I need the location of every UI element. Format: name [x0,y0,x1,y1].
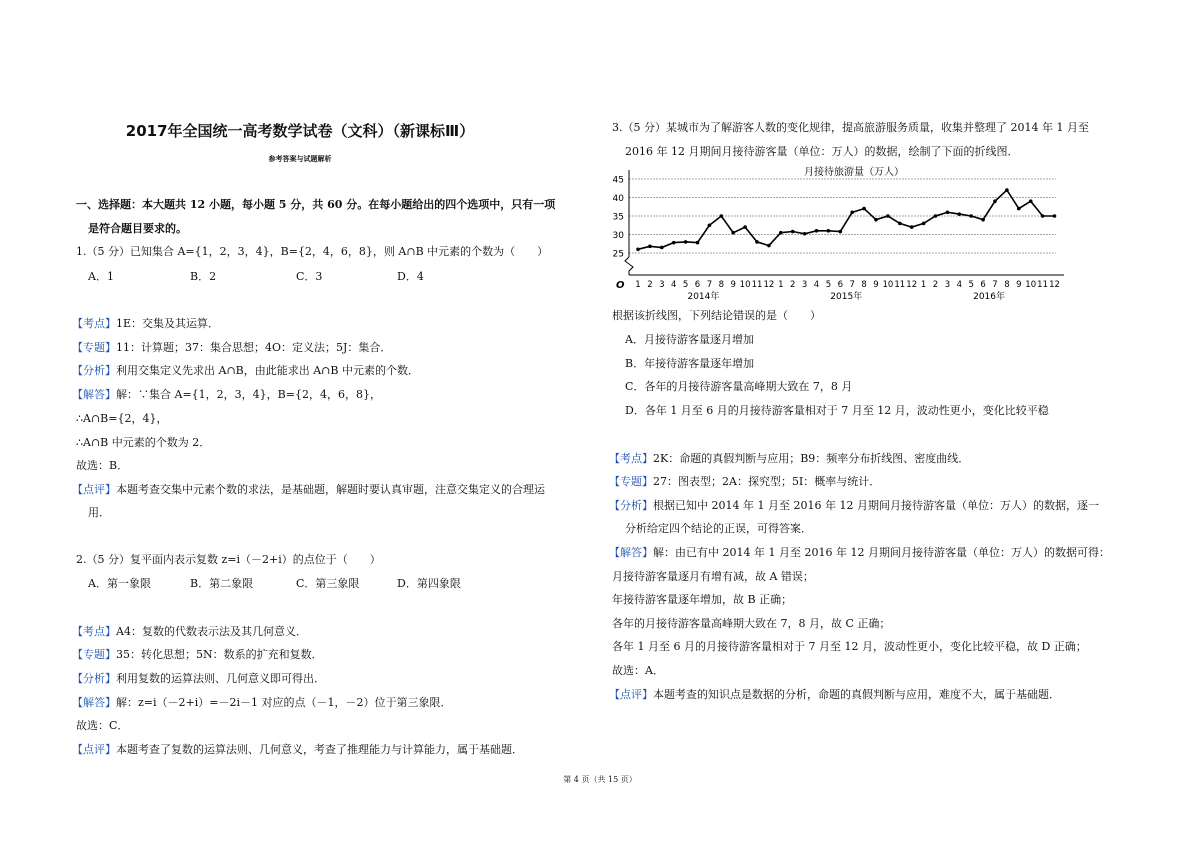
x-tick-label: 11 [1037,280,1049,290]
jieda-text: 解：由已有中 2014 年 1 月至 2016 年 12 月期间月接待游客量（单位：万人）的数据可得： [653,546,1110,559]
q1-option-a: A．1 [88,270,114,283]
q3-stem-line2: 2016 年 12 月期间月接待游客量（单位：万人）的数据，绘制了下面的折线图． [625,145,1019,158]
jieda-text: 解：∵集合 A={1，2，3，4}，B={2，4，6，8}， [116,388,381,401]
data-point [934,214,938,218]
dianping-text: 本题考查交集中元素个数的求法，是基础题，解题时要认真审题，注意交集定义的合理运 [116,483,545,496]
zhuanti-text: 11：计算题；37：集合思想；4O：定义法；5J：集合． [116,341,392,354]
kaodian-tag: 【考点】 [72,317,116,330]
data-point [862,207,866,211]
x-tick-label: 11 [751,280,763,290]
q2-option-d: D．第四象限 [397,577,461,590]
y-tick-label: 45 [612,175,624,186]
zhuanti-text: 35：转化思想；5N：数系的扩充和复数． [116,648,323,661]
data-point [839,230,843,234]
data-point [1005,188,1009,192]
q3-step-a: 月接待游客量逐月有增有减，故 A 错误； [612,570,814,583]
dianping-tag: 【点评】 [72,483,116,496]
jieda-tag: 【解答】 [72,696,116,709]
fenxi-tag: 【分析】 [609,499,653,512]
x-tick-label: 7 [849,280,855,290]
zhuanti-text: 27：图表型；2A：探究型；5I：概率与统计． [653,475,881,488]
fenxi-text: 利用交集定义先求出 A∩B，由此能求出 A∩B 中元素的个数． [116,364,419,377]
q2-option-b: B．第二象限 [190,577,254,590]
chart-y-ticks [613,176,625,260]
page-title: 2017年全国统一高考数学试卷（文科）（新课标Ⅲ） [125,122,475,140]
data-point [720,214,724,218]
jieda-tag: 【解答】 [72,388,116,401]
jieda-text: 解：z=i（－2+i）=－2i－1 对应的点（－1，－2）位于第三象限． [116,696,452,709]
x-tick-label: 8 [861,280,867,290]
chart-title: 月接待旅游量（万人） [804,167,904,178]
data-point [946,211,950,215]
data-point [993,199,997,203]
q3-dianping [609,688,1060,702]
q1-option-d: D．4 [397,270,424,283]
x-tick-label: 9 [730,280,736,290]
q3-option-c: C．各年的月接待游客量高峰期大致在 7，8 月 [625,380,853,393]
data-point [850,211,854,215]
data-point [922,222,926,226]
q2-option-a: A．第一象限 [88,577,151,590]
x-tick-label: 6 [837,280,844,290]
y-tick-label: 30 [612,231,624,241]
x-tick-label: 9 [873,280,879,290]
q1-jieda [72,388,381,402]
q3-fenxi-cont: 分析给定四个结论的正误，可得答案． [625,522,812,535]
q3-option-b: B．年接待游客量逐年增加 [625,357,755,370]
data-point [803,232,807,236]
q2-kaodian [72,625,307,639]
x-tick-label: 2 [789,280,796,290]
data-point [1017,207,1021,211]
y-tick-label: 35 [612,212,624,223]
q2-jieda [72,696,452,710]
data-point [874,218,878,222]
q1-choose: 故选：B． [76,459,129,472]
q3-step-b: 年接待游客量逐年增加，故 B 正确； [612,593,793,606]
q2-choose: 故选：C． [76,719,129,732]
year-label: 2015年 [830,292,863,302]
dianping-tag: 【点评】 [609,688,653,701]
page-subtitle: 参考答案与试题解析 [268,154,332,163]
y-tick-label: 40 [612,194,624,204]
q3-question: 根据该折线图，下列结论错误的是（ ） [612,309,821,322]
q3-option-a: A．月接待游客量逐月增加 [625,333,754,346]
x-tick-label: 2 [647,280,653,290]
fenxi-tag: 【分析】 [72,672,116,685]
x-tick-label: 1 [778,280,784,290]
q2-fenxi [72,672,325,686]
q2-zhuanti [72,648,323,662]
x-tick-label: 3 [659,280,665,290]
year-label: 2016年 [973,292,1006,302]
q3-choose: 故选：A． [612,664,664,677]
q3-fenxi [609,499,1099,513]
q3-kaodian [609,452,969,466]
x-tick-label: 6 [980,280,986,290]
q3-zhuanti [609,475,880,489]
q1-dianping-cont: 用． [88,506,110,519]
data-point [779,231,783,235]
data-point [827,229,831,233]
data-point [743,225,747,229]
q1-option-c: C．3 [296,270,323,283]
data-point [1053,214,1057,218]
data-point [755,240,759,244]
q1-option-b: B．2 [190,270,217,283]
x-tick-label: 11 [894,280,906,290]
data-point [958,212,962,216]
q1-dianping [72,483,545,497]
data-point [886,214,890,218]
data-point [731,231,735,235]
axis-break-mark [625,257,633,275]
data-point [791,230,795,234]
x-tick-label: 3 [944,280,951,290]
q1-fenxi [72,364,419,378]
x-tick-label: 9 [1016,280,1022,290]
kaodian-text: 1E：交集及其运算． [116,317,220,330]
data-point [684,240,688,244]
x-tick-label: 4 [956,280,963,290]
x-tick-label: 12 [906,280,918,290]
dianping-text: 本题考查的知识点是数据的分析，命题的真假判断与应用，难度不大，属于基础题． [653,688,1060,701]
year-label: 2014年 [687,292,720,302]
x-tick-label: 7 [992,280,998,290]
x-tick-label: 10 [739,280,751,290]
q2-stem: 2.（5 分）复平面内表示复数 z=i（－2+i）的点位于（ ） [76,553,381,566]
x-tick-label: 12 [1049,280,1060,290]
data-point [648,245,652,249]
x-tick-label: 3 [801,280,808,290]
section-header-line1: 一、选择题：本大题共 12 小题，每小题 5 分，共 60 分。在每小题给出的四个选项中，只有一项 [76,198,556,211]
x-tick-label: 1 [635,280,641,290]
kaodian-tag: 【考点】 [72,625,116,638]
data-point [981,218,985,222]
data-point [636,248,640,252]
kaodian-text: A4：复数的代数表示法及其几何意义． [116,625,307,638]
y-tick-label: 25 [612,249,624,260]
data-point [910,225,914,229]
x-tick-label: 5 [682,280,689,290]
x-tick-label: 6 [694,280,701,290]
data-point [660,246,664,250]
kaodian-text: 2K：命题的真假判断与应用；B9：频率分布折线图、密度曲线． [653,452,970,465]
data-point [672,241,676,245]
zhuanti-tag: 【专题】 [72,648,116,661]
q1-stem: 1.（5 分）已知集合 A={1，2，3，4}，B={2，4，6，8}，则 A∩B 中元素的个数为（ ） [76,245,549,258]
x-tick-label: 8 [718,280,725,290]
fenxi-tag: 【分析】 [72,364,116,377]
section-header-line2: 是符合题目要求的。 [88,222,187,235]
jieda-tag: 【解答】 [609,546,653,559]
kaodian-tag: 【考点】 [609,452,653,465]
x-tick-label: 4 [813,280,820,290]
q3-option-d: D．各年 1 月至 6 月的月接待游客量相对于 7 月至 12 月，波动性更小，变化比较平稳 [625,404,1049,417]
q2-option-c: C．第三象限 [296,577,360,590]
x-tick-label: 12 [763,280,775,290]
x-tick-label: 4 [670,280,677,290]
x-tick-label: 2 [932,280,939,290]
data-point [815,229,819,233]
x-tick-label: 8 [1004,280,1010,290]
page-footer: 第 4 页（共 15 页） [563,775,637,784]
q2-dianping [72,743,523,757]
zhuanti-tag: 【专题】 [609,475,653,488]
q3-step-c: 各年的月接待游客量高峰期大致在 7，8 月，故 C 正确； [612,617,891,630]
x-tick-label: 10 [1025,280,1037,290]
fenxi-text: 利用复数的运算法则、几何意义即可得出． [116,672,325,685]
q1-kaodian [72,317,219,331]
q3-jieda [609,546,1110,560]
data-point [969,214,973,218]
dianping-text: 本题考查了复数的运算法则、几何意义，考查了推理能力与计算能力，属于基础题． [116,743,523,756]
data-point [898,222,902,226]
x-tick-label: 1 [920,280,927,290]
x-tick-label: 10 [882,280,894,290]
q1-step2: ∴A∩B 中元素的个数为 2． [76,436,211,449]
data-point [696,241,700,245]
q1-step1: ∴A∩B={2，4}， [76,412,168,425]
zhuanti-tag: 【专题】 [72,341,116,354]
q1-zhuanti [72,341,391,355]
chart-x-ticks [635,280,1060,290]
data-point [708,223,712,227]
x-tick-label: 5 [968,280,974,290]
x-tick-label: 7 [706,280,713,290]
q3-step-d: 各年 1 月至 6 月的月接待游客量相对于 7 月至 12 月，波动性更小，变化比较平稳，故 D 正确； [612,640,1087,653]
fenxi-text: 根据已知中 2014 年 1 月至 2016 年 12 月期间月接待游客量（单位：万人）的数据，逐一 [653,499,1099,512]
data-point [1041,214,1045,218]
chart-year-labels [687,290,1005,302]
dianping-tag: 【点评】 [72,743,116,756]
data-point [767,244,771,248]
tourist-line-chart [610,160,1070,306]
series-line [638,190,1055,249]
x-tick-label: 5 [825,280,832,290]
chart-origin-label: O [616,280,625,291]
q3-stem-line1: 3.（5 分）某城市为了解游客人数的变化规律，提高旅游服务质量，收集并整理了 2014 年 1 月至 [612,121,1089,134]
data-point [1029,199,1033,203]
